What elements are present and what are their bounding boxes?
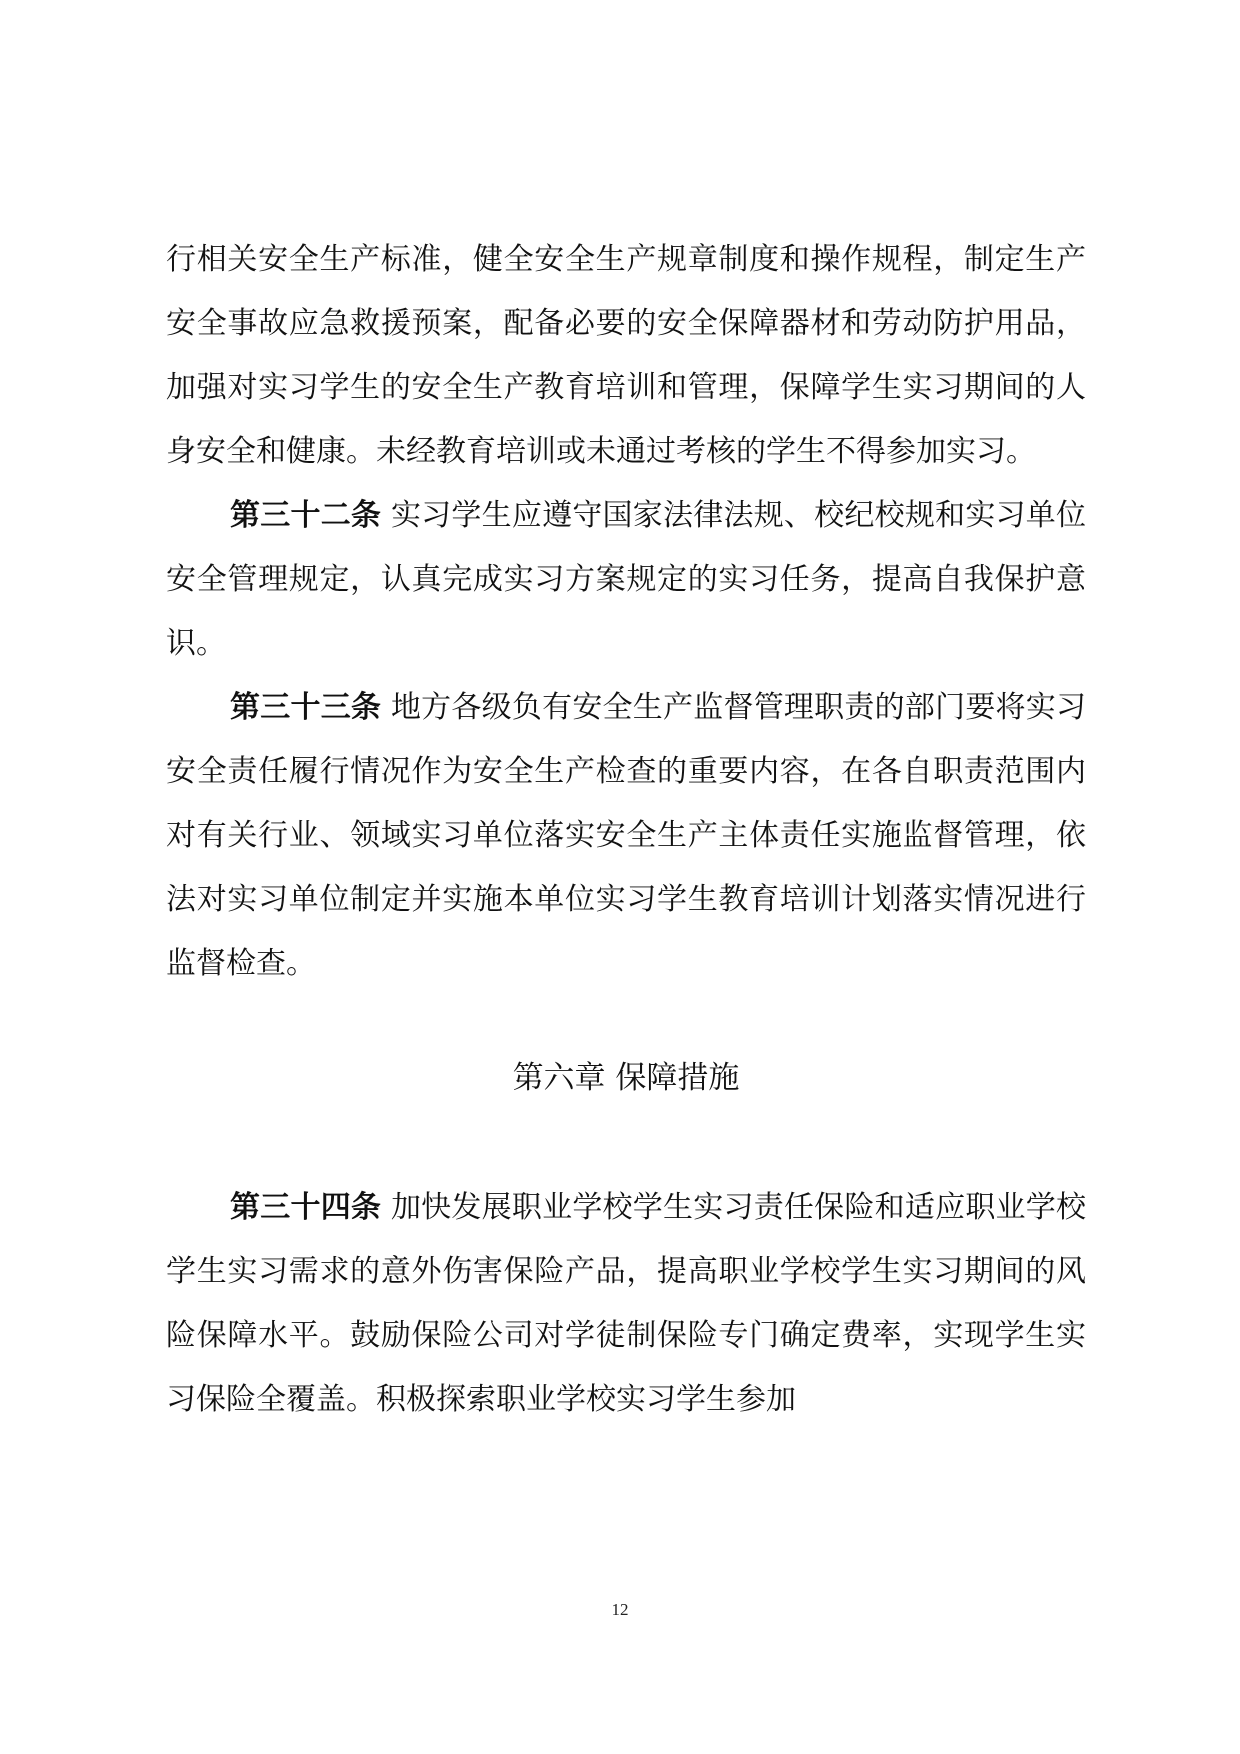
article-34: [166, 1176, 1086, 1432]
spacer: [166, 1110, 1086, 1176]
article-number: 第三十四条: [230, 1190, 382, 1225]
article-32: [166, 484, 1086, 676]
article-text: 实习学生应遵守国家法律法规、校纪校规和实习单位安全管理规定，认真完成实习方案规定的实习任务，提高自我保护意识。: [166, 498, 1087, 661]
paragraph-text: 行相关安全生产标准，健全安全生产规章制度和操作规程，制定生产安全事故应急救援预案，配备必要的安全保障器材和劳动防护用品，加强对实习学生的安全生产教育培训和管理，保障学生实习期间的人身安全和健康。未经教育培训或未通过考核的学生不得参加实习。: [166, 242, 1086, 469]
article-text: 地方各级负有安全生产监督管理职责的部门要将实习安全责任履行情况作为安全生产检查的重要内容，在各自职责范围内对有关行业、领域实习单位落实安全生产主体责任实施监督管理，依法对实习单位制定并实施本单位实习学生教育培训计划落实情况进行监督检查。: [166, 690, 1087, 981]
chapter-title: 第六章 保障措施: [512, 1060, 740, 1096]
article-spacer: [381, 690, 391, 725]
document-body: [166, 228, 1086, 1432]
page-number: 12: [611, 1600, 629, 1619]
article-33: [166, 676, 1086, 996]
article-text: 加快发展职业学校学生实习责任保险和适应职业学校学生实习需求的意外伤害保险产品，提高职业学校学生实习期间的风险保障水平。鼓励保险公司对学徒制保险专门确定费率，实现学生实习保险全覆盖。积极探索职业学校实习学生参加: [166, 1190, 1087, 1417]
paragraph-continued: [166, 228, 1086, 484]
article-number: 第三十二条: [230, 498, 382, 533]
article-spacer: [381, 498, 391, 533]
article-number: 第三十三条: [230, 690, 382, 725]
spacer: [166, 996, 1086, 1046]
article-spacer: [381, 1190, 391, 1225]
